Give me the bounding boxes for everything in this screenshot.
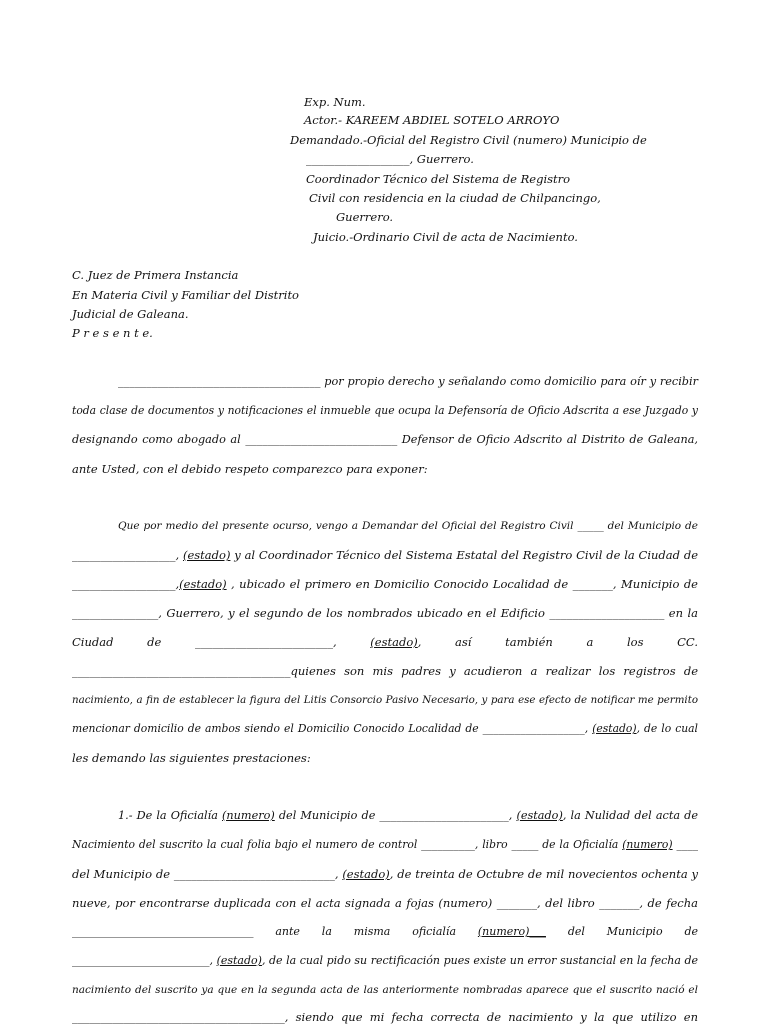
estado-field: (estado) — [516, 809, 563, 822]
para3-line-6: _________________________, (estado), de la cual pido su rectificación pues existe un error sustancial en la fecha de — [72, 954, 698, 967]
addressee-line-1: C. Juez de Primera Instancia — [72, 268, 239, 282]
estado-field: (estado) — [216, 954, 262, 967]
para1-line-2: toda clase de documentos y notificaciones el inmueble que ocupa la Defensoría de Oficio Adscrita a ese Juzgado y — [72, 404, 698, 417]
para3-line-2: Nacimiento del suscrito la cual folia bajo el numero de control __________, libro _____ de la Oficialía (numero) ____ — [72, 838, 698, 851]
estado-field: (estado) — [342, 867, 390, 881]
para3-line-1: 1.- De la Oficialía (numero) del Municipio de _______________________, (estado), la Nulidad del acta de — [118, 809, 699, 822]
estado-field: (estado) — [370, 635, 418, 649]
para2-line-4: _______________, Guerrero, y el segundo de los nombrados ubicado en el Edificio ____________________ en la — [72, 606, 698, 620]
exp-num: Exp. Num. — [304, 95, 366, 109]
para3-line-5: _________________________________ ante la misma oficialía (numero)___ del Municipio de — [72, 925, 698, 938]
para2-line-5: Ciudad de ________________________, (estado), así también a los CC. — [72, 635, 698, 649]
para2-line-7: nacimiento, a fin de establecer la figura del Litis Consorcio Pasivo Necesario, y para ese efecto de notificar me permito — [72, 694, 698, 706]
para1-line-1: ____________________________________ por propio derecho y señalando como domicilio para oír y recibir — [118, 375, 698, 388]
para2-line-3: __________________,(estado) , ubicado el primero en Domicilio Conocido Localidad de _______, Municipio de — [72, 577, 698, 591]
estado-field: (estado) — [179, 577, 227, 591]
addressee-line-3: Judicial de Galeana. — [72, 307, 189, 321]
numero-field: (numero) — [622, 838, 673, 851]
para2-line-2: __________________, (estado) y al Coordinador Técnico del Sistema Estatal del Registro Civil de la Ciudad de — [72, 548, 698, 562]
para1-line-4: ante Usted, con el debido respeto comparezco para exponer: — [72, 462, 428, 476]
para2-line-8: mencionar domicilio de ambos siendo el Domicilio Conocido Localidad de ___________________, (estado), de lo cual — [72, 722, 698, 735]
para3-line-8: _____________________________________, siendo que mi fecha correcta de nacimiento y la que utilizo en — [72, 1010, 698, 1024]
demandado-line-1: Demandado.-Oficial del Registro Civil (numero) Municipio de — [290, 133, 647, 147]
numero-field: (numero)___ — [477, 925, 546, 938]
actor-line: Actor.- KAREEM ABDIEL SOTELO ARROYO — [304, 113, 560, 127]
addressee-line-4: P r e s e n t e. — [72, 326, 153, 340]
para2-line-6: ______________________________________quienes son mis padres y acudieron a realizar los registros de — [72, 664, 698, 678]
numero-field: (numero) — [222, 809, 275, 822]
estado-field: (estado) — [182, 548, 231, 562]
para3-line-3: del Municipio de ____________________________, (estado), de treinta de Octubre de mil novecientos ochenta y — [72, 867, 699, 881]
para3-line-7: nacimiento del suscrito ya que en la segunda acta de las anteriormente nombradas aparece que el suscrito nació el — [72, 984, 698, 996]
para2-line-1: Que por medio del presente ocurso, vengo a Demandar del Oficial del Registro Civil _____ del Municipio de — [118, 520, 698, 532]
demandado-line-2: __________________, Guerrero. — [306, 152, 474, 166]
para1-line-3: designando como abogado al ___________________________ Defensor de Oficio Adscrito al Distrito de Galeana, — [72, 433, 698, 446]
coordinador-line-1: Coordinador Técnico del Sistema de Registro — [306, 172, 571, 186]
para2-line-9: les demando las siguientes prestaciones: — [72, 751, 311, 765]
coordinador-line-3: Guerrero. — [336, 210, 394, 224]
coordinador-line-2: Civil con residencia en la ciudad de Chilpancingo, — [309, 191, 601, 205]
estado-field: (estado) — [592, 722, 637, 735]
addressee-line-2: En Materia Civil y Familiar del Distrito — [72, 288, 299, 302]
para3-line-4: nueve, por encontrarse duplicada con el acta signada a fojas (numero) _______, del libro _______, de fecha — [72, 896, 698, 910]
juicio-line: Juicio.-Ordinario Civil de acta de Nacimiento. — [313, 230, 578, 244]
